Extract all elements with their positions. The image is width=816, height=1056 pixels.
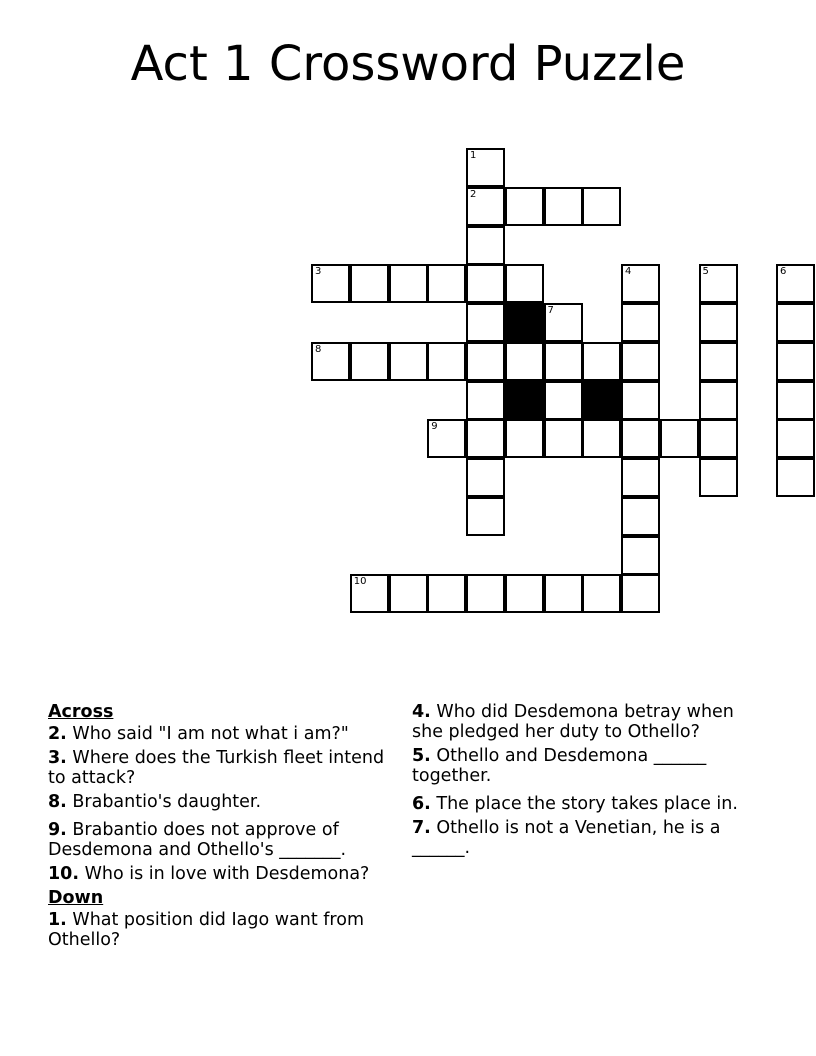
grid-cell[interactable] bbox=[466, 574, 505, 613]
grid-cell[interactable] bbox=[699, 458, 738, 497]
grid-cell[interactable] bbox=[466, 187, 505, 226]
clue-down-1 bbox=[48, 910, 398, 950]
grid-cell[interactable] bbox=[776, 342, 815, 381]
clue-number-label: 8 bbox=[315, 343, 322, 355]
grid-cell[interactable] bbox=[466, 303, 505, 342]
clue-number-label: 5 bbox=[702, 266, 709, 278]
clue-number: 1. bbox=[48, 910, 67, 930]
grid-cell[interactable] bbox=[311, 264, 350, 303]
clue-text: Othello is not a Venetian, he is a ______. bbox=[412, 818, 721, 858]
grid-cell[interactable] bbox=[466, 264, 505, 303]
grid-cell[interactable] bbox=[466, 381, 505, 420]
clue-number: 3. bbox=[48, 748, 67, 768]
clue-across-9 bbox=[48, 820, 398, 860]
clue-text: Othello and Desdemona ______ together. bbox=[412, 746, 707, 786]
grid-cell[interactable] bbox=[621, 342, 660, 381]
grid-cell[interactable] bbox=[505, 264, 544, 303]
grid-cell[interactable] bbox=[582, 342, 621, 381]
clue-number: 6. bbox=[412, 794, 431, 814]
clue-across-10 bbox=[48, 864, 398, 884]
clue-number-label: 3 bbox=[315, 266, 322, 278]
clue-text: Where does the Turkish fleet intend to attack? bbox=[48, 748, 385, 788]
grid-cell[interactable] bbox=[505, 419, 544, 458]
clue-number: 8. bbox=[48, 792, 67, 812]
grid-cell[interactable] bbox=[389, 342, 428, 381]
grid-cell[interactable] bbox=[466, 497, 505, 536]
grid-cell[interactable] bbox=[427, 419, 466, 458]
clue-text: Brabantio does not approve of Desdemona and Othello's _______. bbox=[48, 820, 347, 860]
grid-cell[interactable] bbox=[699, 264, 738, 303]
grid-cell[interactable] bbox=[466, 419, 505, 458]
grid-cell[interactable] bbox=[776, 264, 815, 303]
grid-cell[interactable] bbox=[311, 342, 350, 381]
clue-across-2 bbox=[48, 724, 398, 744]
grid-cell[interactable] bbox=[505, 187, 544, 226]
grid-cell[interactable] bbox=[466, 458, 505, 497]
clue-number: 2. bbox=[48, 724, 67, 744]
clues-column-left bbox=[48, 702, 398, 954]
grid-cell[interactable] bbox=[427, 574, 466, 613]
down-heading: Down bbox=[48, 888, 104, 908]
grid-cell[interactable] bbox=[776, 419, 815, 458]
clue-down-5 bbox=[412, 746, 762, 786]
clue-down-7 bbox=[412, 818, 762, 858]
grid-cell[interactable] bbox=[776, 303, 815, 342]
clue-number-label: 6 bbox=[780, 266, 787, 278]
clue-number-label: 4 bbox=[625, 266, 632, 278]
black-square bbox=[505, 381, 544, 420]
grid-cell[interactable] bbox=[621, 303, 660, 342]
clue-text: Who said "I am not what i am?" bbox=[66, 724, 349, 744]
clues-column-right bbox=[412, 702, 762, 862]
grid-cell[interactable] bbox=[505, 574, 544, 613]
clue-text: Brabantio's daughter. bbox=[66, 792, 262, 812]
across-heading: Across bbox=[48, 702, 114, 722]
clue-text: What position did Iago want from Othello? bbox=[48, 910, 364, 950]
grid-cell[interactable] bbox=[389, 574, 428, 613]
grid-cell[interactable] bbox=[505, 342, 544, 381]
clue-number: 4. bbox=[412, 702, 431, 722]
grid-cell[interactable] bbox=[621, 497, 660, 536]
grid-cell[interactable] bbox=[466, 342, 505, 381]
black-square bbox=[505, 303, 544, 342]
clue-across-8 bbox=[48, 792, 398, 812]
grid-cell[interactable] bbox=[427, 264, 466, 303]
grid-cell[interactable] bbox=[544, 574, 583, 613]
grid-cell[interactable] bbox=[699, 342, 738, 381]
grid-cell[interactable] bbox=[582, 574, 621, 613]
clue-number-label: 10 bbox=[353, 576, 367, 588]
clue-text: Who did Desdemona betray when she pledged her duty to Othello? bbox=[412, 702, 734, 742]
grid-cell[interactable] bbox=[466, 148, 505, 187]
clue-number: 10. bbox=[48, 864, 80, 884]
grid-cell[interactable] bbox=[776, 381, 815, 420]
clue-number-label: 7 bbox=[547, 305, 554, 316]
grid-cell[interactable] bbox=[350, 342, 389, 381]
black-square bbox=[582, 381, 621, 420]
clue-number: 7. bbox=[412, 818, 431, 838]
grid-cell[interactable] bbox=[544, 419, 583, 458]
grid-cell[interactable] bbox=[621, 419, 660, 458]
grid-cell[interactable] bbox=[699, 303, 738, 342]
grid-cell[interactable] bbox=[621, 264, 660, 303]
grid-cell[interactable] bbox=[350, 574, 389, 613]
grid-cell[interactable] bbox=[699, 381, 738, 420]
grid-cell[interactable] bbox=[621, 381, 660, 420]
page-title: Act 1 Crossword Puzzle bbox=[130, 36, 686, 92]
clue-text: Who is in love with Desdemona? bbox=[79, 864, 370, 884]
grid-cell[interactable] bbox=[544, 342, 583, 381]
grid-cell[interactable] bbox=[699, 419, 738, 458]
grid-cell[interactable] bbox=[466, 226, 505, 265]
clue-number-label: 2 bbox=[470, 188, 477, 200]
grid-cell[interactable] bbox=[660, 419, 699, 458]
grid-cell[interactable] bbox=[544, 303, 583, 342]
clue-down-4 bbox=[412, 702, 762, 742]
grid-cell[interactable] bbox=[389, 264, 428, 303]
grid-cell[interactable] bbox=[582, 419, 621, 458]
grid-cell[interactable] bbox=[544, 187, 583, 226]
clue-text: The place the story takes place in. bbox=[430, 794, 738, 814]
clue-number-label: 1 bbox=[470, 150, 477, 161]
clue-number: 9. bbox=[48, 820, 67, 840]
grid-cell[interactable] bbox=[427, 342, 466, 381]
grid-cell[interactable] bbox=[621, 458, 660, 497]
clue-number-label: 9 bbox=[431, 421, 438, 433]
grid-cell[interactable] bbox=[621, 536, 660, 575]
clue-down-6 bbox=[412, 794, 762, 814]
grid-cell[interactable] bbox=[582, 187, 621, 226]
grid-cell[interactable] bbox=[776, 458, 815, 497]
clue-across-3 bbox=[48, 748, 398, 788]
grid-cell[interactable] bbox=[350, 264, 389, 303]
grid-cell[interactable] bbox=[544, 381, 583, 420]
grid-cell[interactable] bbox=[621, 574, 660, 613]
clue-number: 5. bbox=[412, 746, 431, 766]
